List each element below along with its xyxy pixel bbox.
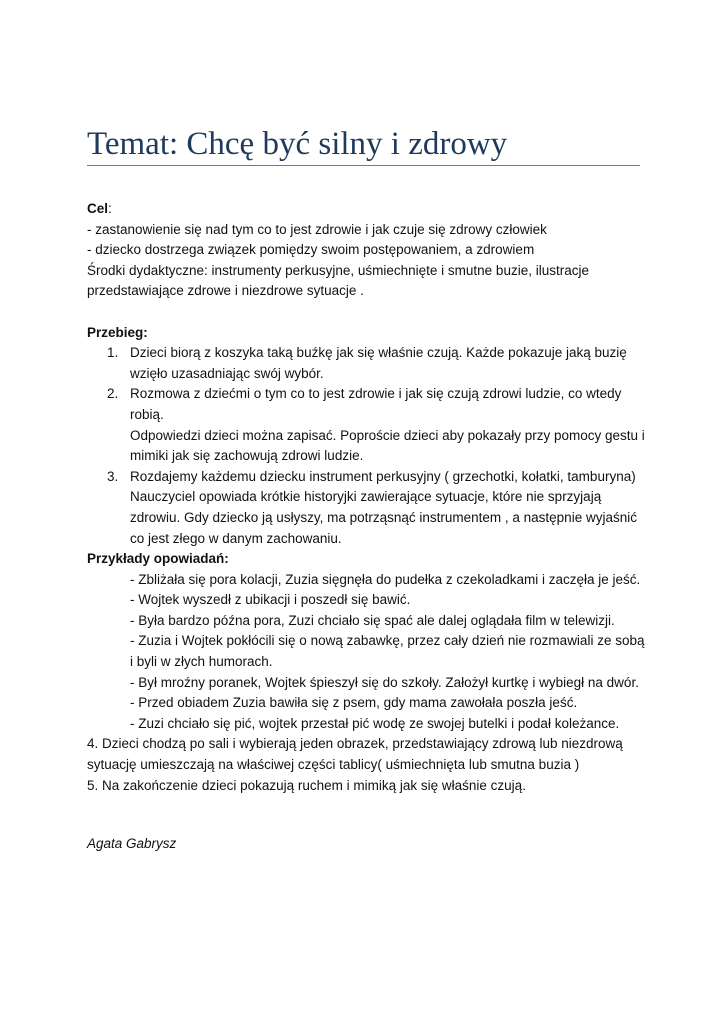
step-3-line: Nauczyciel opowiada krótkie historyjki zawierające sytuacje, które nie sprzyjają [130,489,602,505]
example-line: - Była bardzo późna pora, Zuzi chciało się spać ale dalej oglądała film w telewizji. [130,612,615,628]
step-3-line [87,467,647,488]
examples-heading: Przykłady opowiadań: [87,551,229,567]
step-number: 3. [107,468,119,484]
step-2-line: robią. [130,406,164,422]
step-2-line: mimiki jak się zachowują zdrowi ludzie. [130,448,364,464]
step-2-line: Odpowiedzi dzieci można zapisać. Poproście dzieci aby pokazały przy pomocy gestu i [130,427,645,443]
cel-heading [87,199,647,220]
page-title: Temat: Chcę być silny i zdrowy [87,126,508,162]
example-line: - Zuzia i Wojtek pokłócili się o nową zabawkę, przez cały dzień nie rozmawiali ze sobą [130,633,645,649]
step-number: 1. [107,345,119,361]
example-line: - Przed obiadem Zuzia bawiła się z psem, gdy mama zawołała poszła jeść. [130,695,578,711]
step-1-line: wzięło uzasadniając swój wybór. [130,365,324,381]
step-2-line [87,384,647,405]
materials-line: Środki dydaktyczne: instrumenty perkusyjne, uśmiechnięte i smutne buzie, ilustracje [87,262,589,278]
step-text: Rozmowa z dziećmi o tym co to jest zdrowie i jak się czują zdrowi ludzie, co wtedy [130,386,622,402]
goal-line: - zastanowienie się nad tym co to jest zdrowie i jak czuje się zdrowy człowiek [87,221,547,237]
author-signature: Agata Gabrysz [87,836,177,851]
step-3-line: zdrowiu. Gdy dziecko ją usłyszy, ma potrząsnąć instrumentem , a następnie wyjaśnić [130,509,637,525]
closing-line: sytuację umieszczają na właściwej części tablicy( uśmiechnięta lub smutna buzia ) [87,757,580,773]
example-line: - Zbliżała się pora kolacji, Zuzia sięgnęła do pudełka z czekoladkami i zaczęła je jeść. [130,571,641,587]
closing-line: 4. Dzieci chodzą po sali i wybierają jeden obrazek, przedstawiający zdrową lub niezdrową [87,736,623,752]
goal-line: - dziecko dostrzega związek pomiędzy swoim postępowaniem, a zdrowiem [87,242,535,258]
example-line: - Wojtek wyszedł z ubikacji i poszedł się bawić. [130,592,411,608]
step-number: 2. [107,386,119,402]
cel-label: Cel [87,201,109,216]
cel-colon: : [108,201,112,216]
document-body [87,199,647,796]
materials-line: przedstawiające zdrowe i niezdrowe sytuacje . [87,283,364,299]
title-divider [87,165,640,166]
closing-line: 5. Na zakończenie dzieci pokazują ruchem i mimiką jak się właśnie czują. [87,777,526,793]
step-1-line [87,343,647,364]
step-text: Dzieci biorą z koszyka taką buźkę jak się właśnie czują. Każde pokazuje jaką buzię [130,345,627,361]
example-line: - Był mroźny poranek, Wojtek śpieszył się do szkoły. Założył kurtkę i wybiegł na dwór. [130,674,639,690]
przebieg-heading: Przebieg: [87,324,148,340]
example-line: - Zuzi chciało się pić, wojtek przestał pić wodę ze swojej butelki i podał koleżance. [130,715,620,731]
step-3-line: co jest złego w danym zachowaniu. [130,530,342,546]
spacer [87,302,647,323]
example-line: i byli w złych humorach. [130,654,273,670]
step-text: Rozdajemy każdemu dziecku instrument perkusyjny ( grzechotki, kołatki, tamburyna) [130,468,636,484]
